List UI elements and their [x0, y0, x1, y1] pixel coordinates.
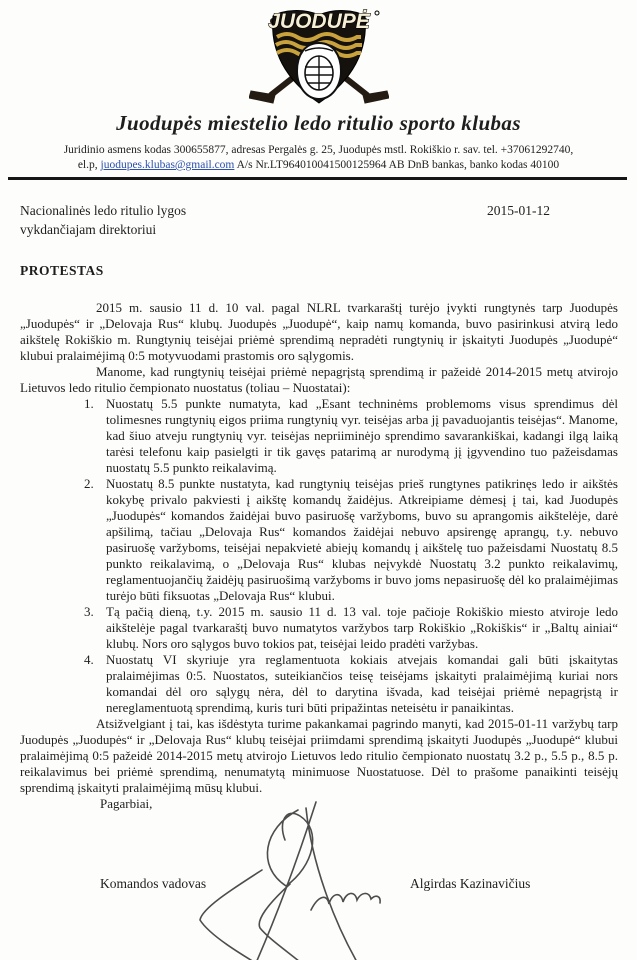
list-item [20, 652, 618, 716]
club-logo [0, 0, 637, 107]
list-item-number: 4. [84, 652, 94, 667]
document-date: 2015-01-12 [487, 203, 550, 218]
list-item-number: 2. [84, 476, 94, 491]
addressee-line-1: Nacionalinės ledo ritulio lygos [20, 203, 187, 218]
closing-salutation: Pagarbiai, [100, 796, 153, 811]
list-item-text: Nuostatų 8.5 punkte nustatyta, kad rungtynių teisėjas prieš rungtynes patikrinęs ledo ir aikštės kokybę privalo pakviesti į aikštę komandų žaidėjus. Atkreipiame dėmesį į tai, kad Juodupės „Juodupės“ komandos žaidėjai buvo pasiruošę varžyboms, buvo su aprangomis aikštelėje, darė apšilimą, tačiau „Delovaja Rus“ komandos žaidėjai nebuvo apsirengę aprangų, t.y. nebuvo pasiruošę varžyboms, teisėjai nepakvietė abiejų komandų į aikštelę tuo pažeisdami Nuostatų 8.5 punkto reikalavimą, o „Delovaja Rus“ klubas neįvykdė Nuostatų 3.2 punkto reikalavimų, reglamentuojančių žaidėjų pasiruošimą varžyboms ir buvo joms nepasiruošę dėl ko pralaimėjimas turėjo būti fiksuotas „Delovaja Rus“ klubui. [106, 476, 618, 603]
hockey-club-logo-icon [249, 3, 389, 105]
club-name: Juodupės miestelio ledo ritulio sporto klubas [116, 111, 521, 135]
paragraph-1: 2015 m. sausio 11 d. 10 val. pagal NLRL tvarkaraštį turėjo įvykti rungtynės tarp Juodupės „Juodupės“ ir „Delovaja Rus“ klubų. Juodupės „Juodupė“, kaip namų komanda, buvo pasirinkusi atvirą ledo aikštelę Rokiškio m. Rungtynių teisėjai priėmė sprendimą nepradėti rungtynių ir įskaityti Juodupės „Juodupė“ klubui pralaimėjimą 0:5 motyvuodami prastomis oro sąlygomis. [20, 300, 618, 363]
contact-line-2 [0, 158, 637, 173]
contact-info [0, 143, 637, 173]
signer-name: Algirdas Kazinavičius [410, 876, 531, 891]
list-item [20, 396, 618, 476]
closing-paragraph: Atsižvelgiant į tai, kas išdėstyta turime pakankamai pagrindo manyti, kad 2015-01-11 varžybų tarp Juodupės „Juodupės“ ir „Delovaja Rus“ klubų teisėjai priimdami sprendimą įskaityti Juodupės „Juodupė“ klubui pralaimėjimą 0:5 pažeidė 2014-2015 metų atvirojo Lietuvos ledo ritulio čempionato nuostatų 3.2 p., 5.5 p., 8.5 p. reikalavimus bei priėmė sprendimą, nenumatytą minimuose Nuostatuose. Dėl to prašome panaikinti teisėjų sprendimą įskaityti pralaimėjimą mūsų klubui. [20, 716, 618, 795]
list-item-text: Nuostatų 5.5 punkte numatyta, kad „Esant techninėms problemoms visus sprendimus dėl tolimesnes rungtynių eigos priima rungtynių vyr. teisėjas arba jį pavaduojantis teisėjas“. Manome, kad šiuo atveju rungtynių vyr. teisėjas nepriiminėjo sprendimo savarankiškai, kadangi ilgą laiką tarėsi telefonu kaip pasielgti ir tik gavęs patarimą ar nurodymą jį įgyvendino tuo pažeisdamas nuostatų 5.5 punkto reikalavimą. [106, 396, 618, 475]
addressee-block [20, 201, 617, 239]
addressee-line-2: vykdančiajam direktoriui [20, 222, 157, 237]
list-item [20, 476, 618, 604]
document-title: PROTESTAS [20, 263, 104, 278]
list-item-number: 1. [84, 396, 94, 411]
list-item-number: 3. [84, 604, 94, 619]
list-item-text: Tą pačią dieną, t.y. 2015 m. sausio 11 d. 13 val. toje pačioje Rokiškio miesto atviroje ledo aikštelėje pagal tvarkaraštį buvo numatytos varžybos tarp Rokiškio „Rokiškis“ ir „Baltų ainiai“ klubų. Nors oro sąlygos buvo tokios pat, teisėjai leido pradėti varžybas. [106, 604, 618, 651]
contact-line-1: Juridinio asmens kodas 300655877, adresas Pergalės g. 25, Juodupės mstl. Rokiškio r. sav. tel. +37061292740, [63, 144, 574, 156]
goalie-mask-icon [297, 43, 341, 99]
header-divider [8, 177, 627, 180]
protest-points-list [0, 396, 637, 716]
signature-block [0, 814, 637, 960]
logo-team-name: JUODUPĖ [267, 10, 370, 33]
email-link[interactable]: juodupes.klubas@gmail.com [100, 159, 235, 171]
contact-line-2-suffix: A/s Nr.LT964010041500125964 AB DnB bankas, banko kodas 40100 [234, 159, 560, 171]
list-item [20, 604, 618, 652]
list-item-text: Nuostatų VI skyriuje yra reglamentuota kokiais atvejais komandai gali būti įskaitytas pralaimėjimas 0:5. Nuostatos, suteikiančios teisę teisėjams įskaityti pralaimėjimą kuriai nors komandai dėl oro sąlygų nėra, dėl to darytina išvada, kad teisėjai priėmė nepagrįstą ir nereglamentuotą sprendimą, kuris turi būti pripažintas neteisėtu ir panaikintas. [106, 652, 618, 715]
signer-role: Komandos vadovas [100, 876, 207, 891]
paragraph-2: Manome, kad rungtynių teisėjai priėmė nepagrįstą sprendimą ir pažeidė 2014-2015 metų atvirojo Lietuvos ledo ritulio čempionato nuostatus (toliau – Nuostatai): [20, 364, 618, 395]
contact-line-2-prefix: el.p, [77, 159, 101, 171]
